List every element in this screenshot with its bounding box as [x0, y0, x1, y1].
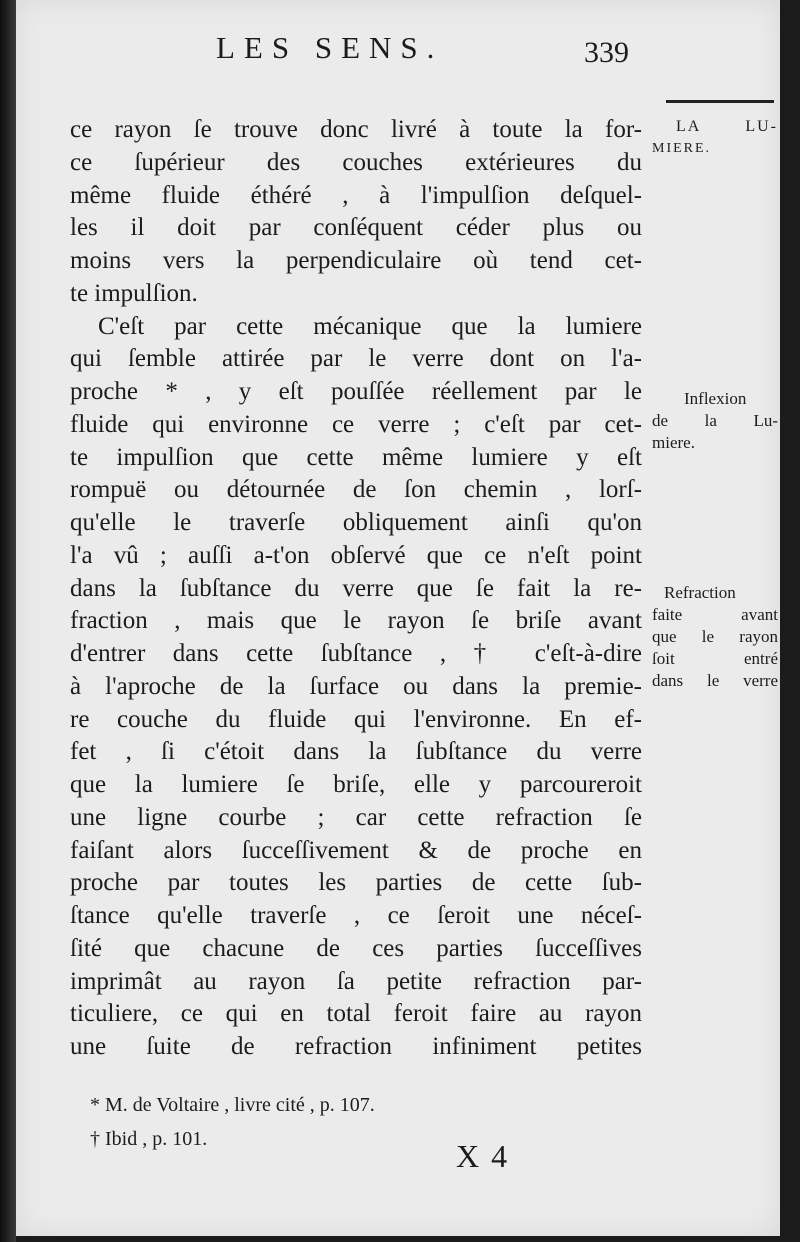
footnote: † Ibid , p. 101. — [90, 1128, 208, 1150]
text-line: ce ſupérieur des couches extérieures du — [70, 148, 642, 176]
text-line: qui ſemble attirée par le verre dont on l'a- — [70, 345, 642, 373]
margin-note-line: de la Lu- — [652, 411, 778, 430]
margin-note-line: faite avant — [652, 605, 778, 624]
margin-note-la-lumiere — [652, 116, 778, 160]
text-line: les il doit par conſéquent céder plus ou — [70, 214, 642, 242]
footnote: * M. de Voltaire , livre cité , p. 107. — [90, 1094, 375, 1116]
book-page — [16, 0, 780, 1236]
body-text — [70, 114, 642, 1064]
footnotes — [90, 1088, 375, 1156]
margin-note-line: que le rayon — [652, 627, 778, 646]
text-line: l'a vû ; auſſi a-t'on obſervé que ce n'eſt point — [70, 541, 642, 569]
margin-note-inflexion — [652, 388, 778, 454]
margin-note-line: MIERE. — [652, 141, 712, 156]
text-line: d'entrer dans cette ſubſtance , † c'eſt-à-dire — [70, 640, 642, 667]
text-line: rompuë ou détournée de ſon chemin , lorſ- — [70, 476, 642, 504]
text-line: qu'elle le traverſe obliquement ainſi qu'on — [70, 509, 642, 536]
text-line: proche * , y eſt pouſſée réellement par le — [70, 378, 642, 405]
page-number: 339 — [584, 36, 629, 69]
margin-note-line: miere. — [652, 433, 695, 452]
signature-mark: X 4 — [456, 1138, 510, 1174]
text-line: re couche du fluide qui l'environne. En ef- — [70, 705, 642, 733]
text-line: ſité que chacune de ces parties ſucceſſives — [70, 934, 642, 962]
text-line: ticuliere, ce qui en total feroit faire au rayon — [70, 1000, 642, 1028]
text-line: fraction , mais que le rayon ſe briſe avant — [70, 607, 642, 635]
margin-note-line: ſoit entré — [652, 649, 778, 668]
text-line: même fluide éthéré , à l'impulſion deſquel- — [70, 181, 642, 209]
running-title: LES SENS. — [216, 30, 444, 65]
margin-note-refraction — [652, 582, 778, 692]
text-line: imprimât au rayon ſa petite refraction par- — [70, 967, 642, 995]
margin-note-line: Refraction — [664, 583, 736, 602]
text-line: ce rayon ſe trouve donc livré à toute la for- — [70, 116, 642, 143]
text-line: moins vers la perpendiculaire où tend cet- — [70, 247, 642, 274]
text-line: fluide qui environne ce verre ; c'eſt par cet- — [70, 410, 642, 438]
text-line: une ſuite de refraction infiniment petites — [70, 1033, 642, 1060]
text-line: une ligne courbe ; car cette refraction ſe — [70, 803, 642, 831]
margin-note-line: Inflexion — [684, 389, 747, 408]
margin-note-line: dans le verre — [652, 671, 778, 690]
text-line: ſtance qu'elle traverſe , ce ſeroit une néceſ- — [70, 902, 642, 929]
book-spine-shadow — [0, 0, 16, 1242]
text-line: te impulſion. — [70, 279, 198, 307]
text-line: dans la ſubſtance du verre que ſe fait la re- — [70, 574, 642, 602]
text-line: proche par toutes les parties de cette ſub- — [70, 869, 642, 897]
margin-note-line: LA LU- — [676, 118, 778, 135]
text-line: C'eſt par cette mécanique que la lumiere — [98, 312, 642, 340]
text-line: faiſant alors ſucceſſivement & de proche en — [70, 836, 642, 864]
text-line: que la lumiere ſe briſe, elle y parcoureroit — [70, 771, 642, 798]
text-line: à l'aproche de la ſurface ou dans la premie- — [70, 672, 642, 700]
text-line: te impulſion que cette même lumiere y eſt — [70, 443, 642, 471]
text-line: fet , ſi c'étoit dans la ſubſtance du verre — [70, 738, 642, 766]
margin-rule — [666, 100, 774, 103]
